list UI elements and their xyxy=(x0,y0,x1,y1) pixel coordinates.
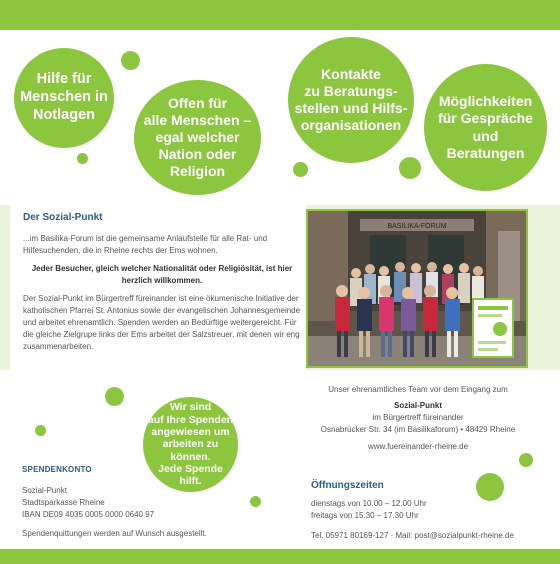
bubble-donations: Wir sind auf Ihre Spenden angewiesen um arbeiten zu können. Jede Spende hilft. xyxy=(143,397,238,492)
team-photo xyxy=(306,209,528,368)
bottom-green-band xyxy=(0,549,560,564)
bank-iban: IBAN DE09 4035 0005 0000 0640 97 xyxy=(22,510,155,519)
opening-hours-friday: freitags von 15.30 – 17.30 Uhr xyxy=(311,511,419,520)
bank-account-title: SPENDENKONTO xyxy=(22,465,92,474)
decorative-dot xyxy=(35,425,46,436)
bank-account-holder: Sozial-Punkt xyxy=(22,486,67,495)
bubble-open-for-all: Offen für alle Menschen – egal welcher Nation oder Religion xyxy=(134,80,261,195)
bubble-conversations: Möglichkeiten für Gespräche und Beratungen xyxy=(424,64,547,191)
decorative-dot xyxy=(121,51,140,70)
photo-caption: Unser ehrenamtliches Team vor dem Eingang zum xyxy=(328,385,508,394)
address-line-2: Osnabrücker Str. 34 (im Basilikaforum) • 48429 Rheine xyxy=(320,425,516,434)
decorative-dot xyxy=(77,153,88,164)
decorative-dot xyxy=(399,157,421,179)
contact-line[interactable]: Tel. 05971 80169-127 · Mail: post@sozialpunkt-rheine.de xyxy=(311,531,514,540)
sozialpunkt-intro: ...im Basilika-Forum ist die gemeinsame Anlaufstelle für alle Rat- und Hilfesuchenden, die in Rheine rechts der Ems wohnen. xyxy=(23,234,268,255)
address-line-1: im Bürgertreff füreinander xyxy=(372,413,464,422)
team-photo-illustration xyxy=(308,211,526,366)
address-name: Sozial-Punkt xyxy=(393,401,442,410)
sozialpunkt-welcome: Jeder Besucher, gleich welcher Nationalität oder Religiösität, ist hier herzlich willkommen. xyxy=(31,264,293,285)
donation-receipt-note: Spendenquittungen werden auf Wunsch ausgestellt. xyxy=(22,529,207,538)
sozialpunkt-title: Der Sozial-Punkt xyxy=(23,212,103,223)
website-link[interactable]: www.fuereinander-rheine.de xyxy=(367,442,469,451)
decorative-dot xyxy=(519,453,533,467)
bank-institution: Stadtsparkasse Rheine xyxy=(22,498,105,507)
decorative-dot xyxy=(293,162,308,177)
decorative-dot xyxy=(105,387,124,406)
opening-hours-title: Öffnungszeiten xyxy=(311,480,384,491)
photo-sign-text: BASILIKA-FORUM xyxy=(387,223,447,230)
decorative-dot xyxy=(250,496,261,507)
decorative-dot xyxy=(476,473,504,501)
bubble-contacts: Kontakte zu Beratungs- stellen und Hilfs- organisationen xyxy=(288,37,414,163)
top-green-band xyxy=(0,0,560,30)
opening-hours-tuesday: dienstags von 10.00 – 12.00 Uhr xyxy=(311,499,427,508)
sozialpunkt-description: Der Sozial-Punkt im Bürgertreff füreinander ist eine ökumenische Initiative der katholischen Pfarrei St. Antonius sowie der evangelischen Johannesgemeinde und arbeitet ehrenamtlich. Spenden werden an Bedürftige weitergereicht. Für die gleiche Zielgrupe links der Ems arbeitet der Salzstreuer, mit denen wir eng zusammenarbeiten. xyxy=(23,294,301,351)
bubble-help-in-need: Hilfe für Menschen in Notlagen xyxy=(14,48,114,148)
